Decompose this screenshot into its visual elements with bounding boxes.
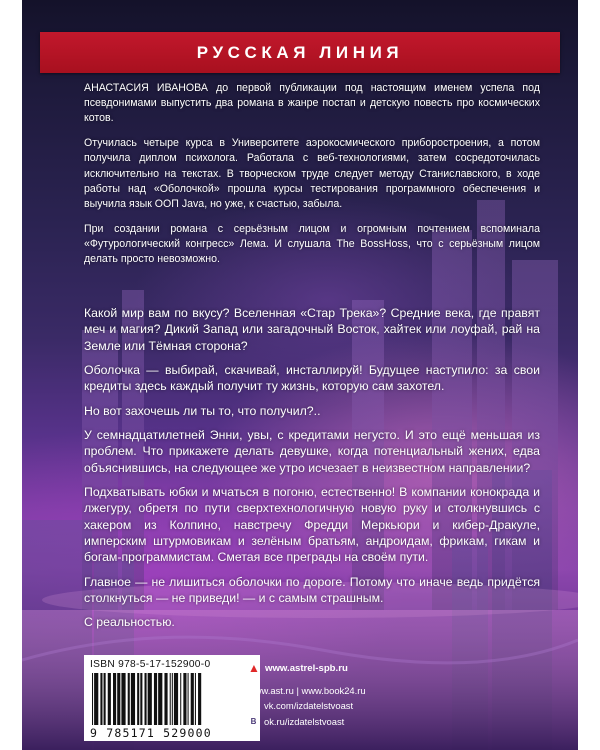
- publisher-site-link[interactable]: www.astrel-spb.ru: [265, 663, 348, 674]
- barcode-bar: [108, 673, 111, 725]
- barcode-bar: [148, 673, 152, 725]
- book-back-cover: [22, 0, 578, 750]
- publisher-sites-links[interactable]: www.ast.ru | www.book24.ru: [248, 684, 366, 696]
- blurb-paragraph: С реальностью.: [84, 615, 175, 630]
- blurb-paragraph: Но вот захочешь ли ты то, что получил?..: [84, 403, 321, 418]
- barcode-bar: [117, 673, 120, 725]
- barcode-bar: [94, 673, 98, 725]
- barcode-bar: [174, 673, 178, 725]
- barcode-bar: [183, 673, 186, 725]
- blurb-paragraph: Главное — не лишиться оболочки по дороге. Потому что иначе ведь придётся столкнуться — не приведи! — и с самым страшным.: [84, 574, 540, 606]
- barcode-bar: [145, 673, 147, 725]
- barcode-bar: [198, 673, 201, 725]
- series-banner: [40, 32, 560, 73]
- barcode-icon: [90, 673, 254, 725]
- barcode-bar: [131, 673, 135, 725]
- bio-paragraph: При создании романа с серьёзным лицом и огромным почтением вспоминала «Футурологический конгресс» Лема. И слушала The BossHoss, что с серьёзным лицом делать просто невозможно.: [84, 222, 540, 266]
- barcode-bar: [100, 673, 102, 725]
- ok-link[interactable]: ok.ru/izdatelstvoast: [264, 715, 345, 727]
- author-name: АНАСТАСИЯ ИВАНОВА: [84, 82, 208, 94]
- author-bio: [84, 81, 540, 277]
- isbn-number: ISBN 978-5-17-152900-0: [90, 659, 211, 670]
- barcode-bar: [188, 673, 189, 725]
- barcode-digits: 9 785171 529000: [90, 726, 212, 740]
- barcode-bar: [170, 673, 171, 725]
- barcode-bar: [128, 673, 130, 725]
- barcode-bar: [191, 673, 194, 725]
- ok-row: [248, 714, 438, 730]
- bio-paragraph: [84, 81, 540, 127]
- ok-icon: B: [248, 716, 259, 727]
- blurb-paragraph: Оболочка — выбирай, скачивай, инсталлируй! Будущее наступило: за свои кредиты здесь каждый получит ту жизнь, которую сам захотел.: [84, 363, 540, 394]
- barcode-panel: [84, 655, 260, 741]
- publisher-contacts: [248, 661, 438, 729]
- mail-icon: ✉: [248, 699, 259, 711]
- bio-paragraph-text: до первой публикации под настоящим именем успела под псевдонимами выпустить два романа в жанре постап и детскую повесть про космических котов.: [84, 82, 540, 125]
- publisher-site-row: [248, 661, 438, 677]
- blurb-paragraph: Подхватывать юбки и мчаться в погоню, естественно! В компании конокрада и лжегуру, обретя по пути сверхтехнологичную новую руку и столкнувшись с хакером из Колпино, навстречу Фредди Меркьюри и кибер-Дракуле, имперским штурмовикам и зелёным братьям, андроидам, фрикам, гикам и богам-программистам. Сметая все преграды на своём пути.: [84, 484, 540, 565]
- series-title: РУССКАЯ ЛИНИЯ: [196, 42, 404, 62]
- barcode-bar: [164, 673, 167, 725]
- blurb-paragraph: Какой мир вам по вкусу? Вселенная «Стар Трека»? Средние века, где правят меч и магия? Дикий Запад или загадочный Восток, хайтек или лоуфай, рай на Земле или Тёмная сторона?: [84, 306, 540, 353]
- barcode-bar: [113, 673, 116, 725]
- barcode-bar: [137, 673, 139, 725]
- blurb-paragraph: У семнадцатилетней Энни, увы, с кредитами негусто. И это ещё меньшая из проблем. Что прикажете делать девушке, когда потенциальный жених, едва объяснившись, на следующее же утро исчезает в неизвестном направлении?: [84, 427, 540, 475]
- vk-link[interactable]: vk.com/izdatelstvoast: [264, 700, 354, 711]
- barcode-bar: [180, 673, 181, 725]
- bio-paragraph: Отучилась четыре курса в Университете аэрокосмического приборостроения, а потом получила диплом психолога. Работала с веб-технологиями, затем сосредоточилась исключительно на текстах. В творческом труде следует методу Станиславского, в ходе работы над «Оболочкой» прошла курсы тестирования программного обеспечения и выучила язык ООП Java, но уже, к счастью, забыла.: [84, 137, 540, 211]
- barcode-bar: [121, 673, 125, 725]
- astrel-logo-icon: ▲: [248, 661, 260, 675]
- barcode-bar: [195, 673, 196, 725]
- barcode-bar: [140, 673, 142, 725]
- book-blurb: [84, 305, 540, 638]
- vk-row: [248, 698, 438, 714]
- barcode-bar: [92, 673, 93, 725]
- barcode-bar: [154, 673, 157, 725]
- barcode-bar: [172, 673, 173, 725]
- barcode-bar: [158, 673, 162, 725]
- publisher-sites-row: [248, 683, 438, 699]
- barcode-bar: [104, 673, 106, 725]
